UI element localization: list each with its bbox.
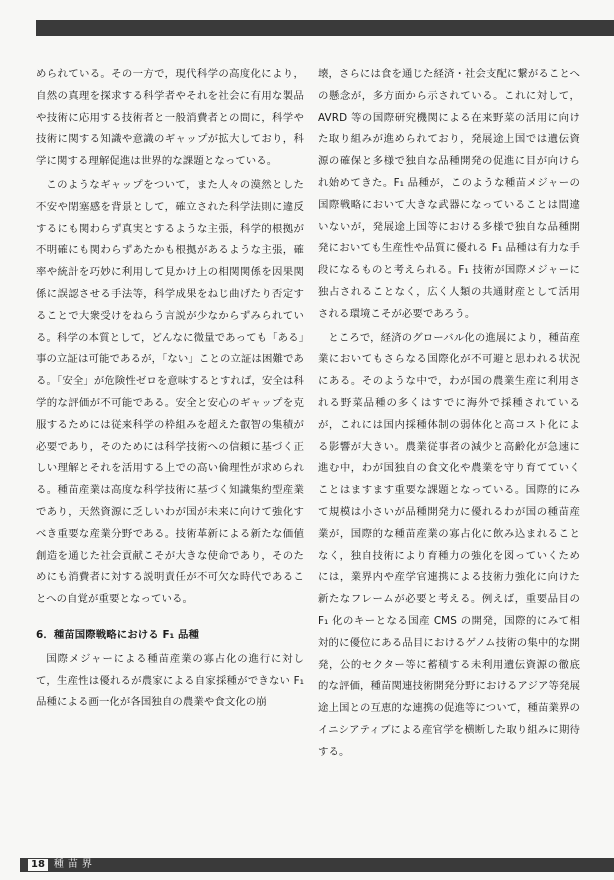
footer-bar: [20, 858, 614, 872]
header-bar: [36, 20, 614, 36]
page-number: 18: [28, 859, 48, 871]
left-paragraph-1: められている。その一方で，現代科学の高度化により，自然の真理を探求する科学者やそれを社会に有用な製品や技術に応用する技術者と一般消費者との間に，科学や技術に関する知識や意識のギャップが拡大しており，科学に関する理解促進は世界的な課題となっている。: [36, 68, 304, 168]
section-heading: 6．種苗国際戦略における F₁ 品種: [36, 628, 199, 641]
left-paragraph-2: このようなギャップをついて，また人々の漠然とした不安や閉塞感を背景として，確立された科学法則に違反するにも関わらず真実とするような主張，科学的根拠が不明確にも関わらずあたかも根拠があるような主張，確率や統計を巧妙に利用して見かけ上の相関関係を因果関係に誤認させる手法等，科学成果をねじ曲げたり否定することで大衆受けをねらう言説が少なからずみられている。科学の本質として，どんなに微量であっても「ある」事の立証は可能であるが，「ない」ことの立証は困難である。「安全」が危険性ゼロを意味するとすれば，安全は科学的な評価が不可能である。安全と安心のギャップを克服するためには従来科学の枠組みを超えた叡智の集積が必要であり，そのためには科学技術への信頼に基づく正しい理解とそれを活用する上での高い倫理性が求められる。種苗産業は高度な科学技術に基づく知識集約型産業であり，天然資源に乏しいわが国が未来に向けて強化すべき重要な産業分野である。技術革新による新たな価値創造を通じた社会貢献こそが大きな使命であり，そのためにも消費者に対する説明責任が不可欠な時代であることへの自覚が重要となっている。: [36, 178, 304, 606]
left-column: [36, 64, 304, 714]
left-paragraph-3: 国際メジャーによる種苗産業の寡占化の進行に対して，生産性は優れるが農家による自家採種ができない F₁ 品種による画一化が各国独自の農業や食文化の崩: [36, 652, 304, 709]
publication-title: 種苗界: [53, 859, 96, 870]
right-paragraph-2: ところで，経済のグローバル化の進展により，種苗産業においてもさらなる国際化が不可避と思われる状況にある。そのような中で，わが国の農業生産に利用される野菜品種の多くはすでに海外で採種されているが，これには国内採種体制の弱体化と高コスト化による影響が大きい。農業従事者の減少と高齢化が急速に進む中，わが国独自の食文化や農業を守り育てていくことはますます重要な課題となっている。国際的にみて規模は小さいが品種開発力に優れるわが国の種苗産業が，国際的な種苗産業の寡占化に飲み込まれることなく，独自技術により育種力の強化を図っていくためには，業界内や産学官連携による技術力強化に向けた新たなフレームが必要と考える。例えば，重要品目の F₁ 化のキーとなる国産 CMS の開発，国際的にみて相対的に優位にある品目におけるゲノム技術の集中的な開発，公的セクター等に蓄積する未利用遺伝資源の徹底的な評価，種苗関連技術開発分野におけるアジア等発展途上国との互恵的な連携の促進等について，種苗業界のイニシアティブによる産官学を横断した取り組みに期待する。: [318, 331, 580, 758]
right-paragraph-1: 壊，さらには食を通じた経済・社会支配に繋がることへの懸念が，多方面から示されている。これに対して，AVRD 等の国際研究機関による在来野菜の活用に向けた取り組みが進められており，発展途上国では遺伝資源の確保と多様で独自な品種開発の促進に目が向けられ始めてきた。F₁ 品種が，このような種苗メジャーの国際戦略において大きな武器になっていることは間違いないが，発展途上国等における多様で独自な品種開発においても生産性や品質に優れる F₁ 品種は有力な手段になるものと考えられる。F₁ 技術が国際メジャーに独占されることなく，広く人類の共通財産として活用される環境こそが必要であろう。: [318, 68, 580, 320]
right-column: [318, 64, 580, 764]
